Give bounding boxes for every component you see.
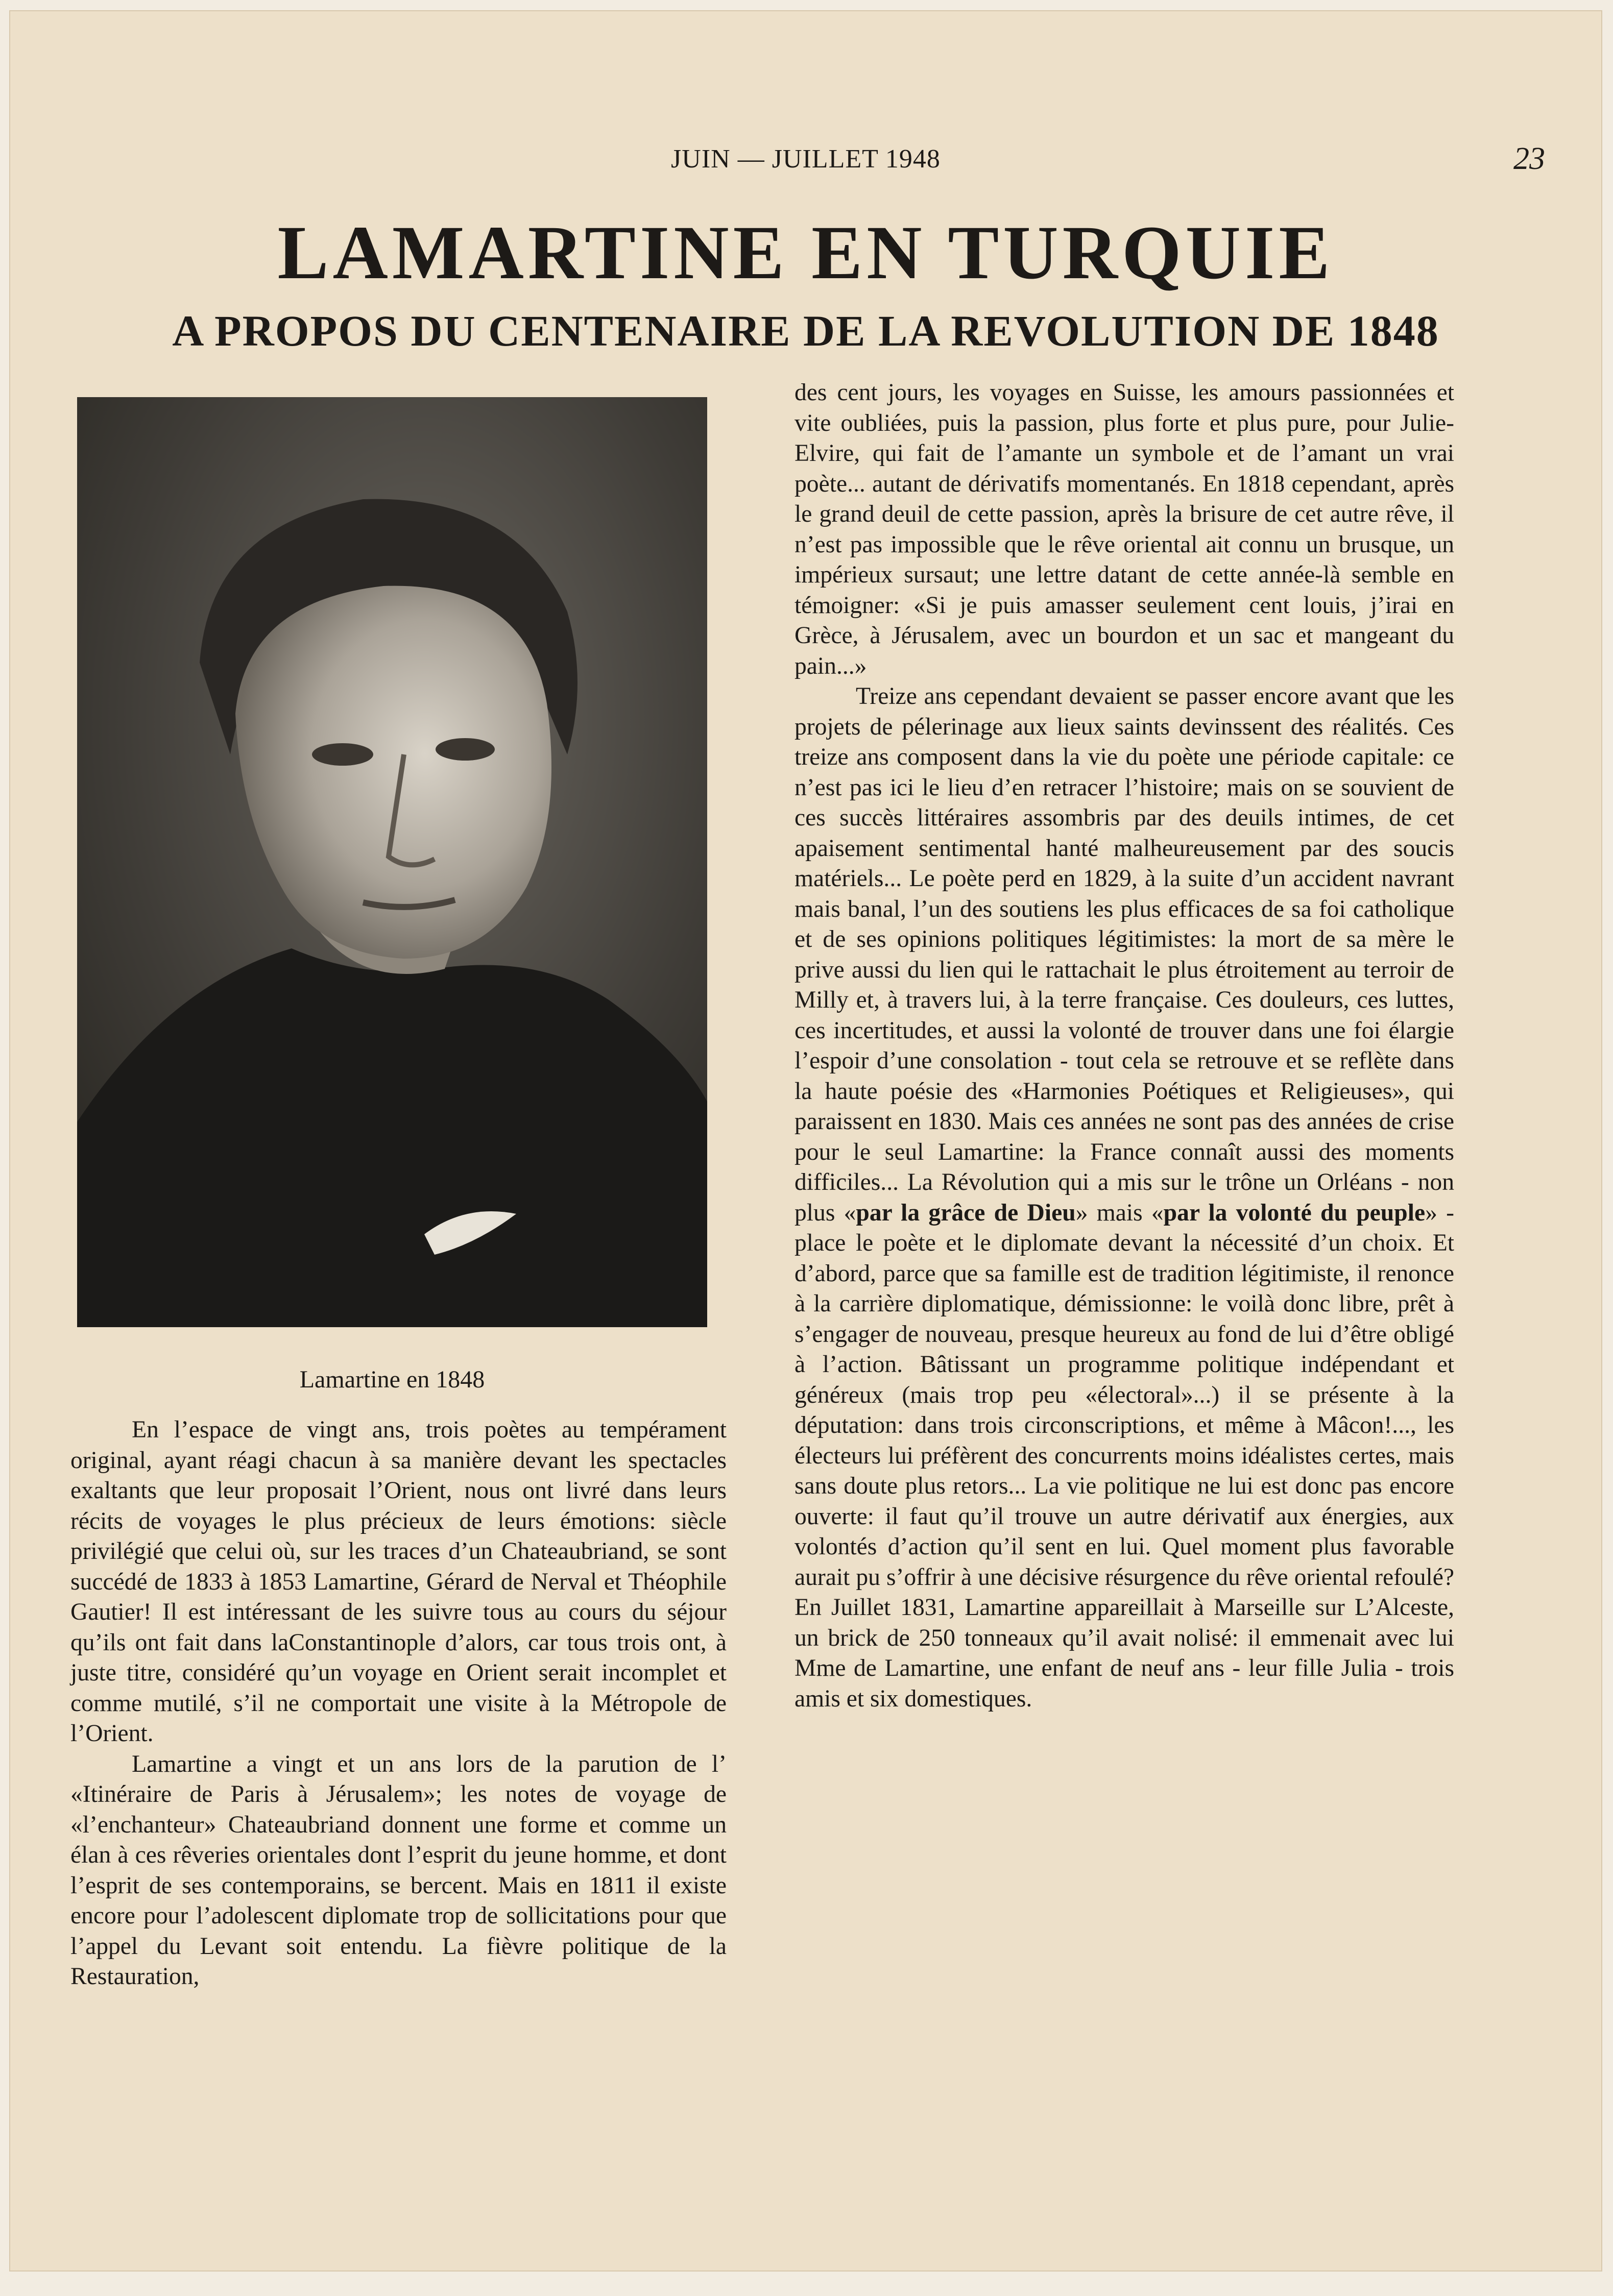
text-run: Treize ans cependant devaient se passer encore avant que les projets de pélerinage aux lieux saints devinssent des réalités. Ces treize ans composent dans la vie du poète une période capitale: ce n’est pas ici le lieu d’en retracer l’histoire; mais on se souvient de ces succès littéraires assombris par des deuils intimes, de cet apaisement sentimental hanté malheureusement par des soucis matériels... Le poète perd en 1829, à la suite d’un accident navrant mais banal, l’un des soutiens les plus efficaces de sa foi catholique et de ses opinions politiques légitimistes: la mort de sa mère le prive aussi du lien qui le rattachait le plus étroitement au terroir de Milly et, à travers lui, à la terre française. Ces douleurs, ces luttes, ces incertitudes, et aussi la volonté de trouver dans une foi élargie l’espoir d’une consolation - tout cela se retrouve et se reflète dans la haute poésie des «Harmonies Poétiques et Religieuses», qui paraissent en 1830. Mais ces années ne sont pas des années de crise pour le seul Lamartine: la France connaît aussi des moments difficiles... La Révolution qui a mis sur le trône un Orléans - non plus « [795,683,1454,1226]
paragraph: En l’espace de vingt ans, trois poètes au tempérament original, ayant réagi chacun à sa manière devant les spectacles exaltants que leur proposait l’Orient, nous ont livré dans leurs récits de voyages le plus précieux de leurs émotions: siècle privilégié que celui où, sur les traces d’un Chateaubriand, se sont succédé de 1833 à 1853 Lamartine, Gérard de Nerval et Théophile Gautier! Il est intéressant de les suivre tous au cours du séjour qu’ils ont fait dans laConstantinople d’alors, car tous trois ont, à juste titre, considéré qu’un voyage en Orient serait incomplet et comme mutilé, s’il ne comportait une visite à la Métropole de l’Orient. [70,1416,727,1747]
text-run: » mais « [1075,1199,1164,1226]
lamartine-portrait-image [77,397,707,1327]
page-number: 23 [1513,141,1545,176]
emphasis-text: par la volonté du peuple [1163,1199,1426,1226]
left-column [70,1415,727,1992]
article-title: LAMARTINE EN TURQUIE [277,210,1334,295]
image-caption: Lamartine en 1848 [299,1366,485,1393]
portrait-illustration [77,397,707,1327]
running-head-date: JUIN — JUILLET 1948 [671,144,941,174]
paragraph: Lamartine a vingt et un ans lors de la parution de l’ «Itinéraire de Paris à Jérusalem»; les notes de voyage de «l’enchanteur» Chateaubriand donnent une forme et comme un élan à ces rêveries orientales dont l’esprit du jeune homme, et dont l’esprit de ses contemporains, se bercent. Mais en 1811 il existe encore pour l’adolescent diplomate trop de sollicitations pour que l’appel du Levant soit entendu. La fièvre politique de la Restauration, [70,1750,727,1990]
article-subtitle: A PROPOS DU CENTENAIRE DE LA REVOLUTION DE 1848 [172,306,1439,355]
paragraph [795,681,1454,1714]
magazine-page [9,10,1602,2271]
emphasis-text: par la grâce de Dieu [856,1199,1076,1226]
right-column [795,378,1454,1714]
text-run: » - place le poète et le diplomate devant la nécessité d’un choix. Et d’abord, parce que sa famille est de tradition légitimiste, il renonce à la carrière diplomatique, démissionne: le voilà donc libre, prêt à s’engager de nouveau, presque heureux au fond de lui d’être obligé à l’action. Bâtissant un programme politique indépendant et généreux (mais trop peu «électoral»...) il se présente à la députation: dans trois circonscriptions, et même à Mâcon!..., les électeurs lui préfèrent des concurrents moins idéalistes certes, mais sans doute plus retors... La vie politique ne lui est donc pas encore ouverte: il faut qu’il trouve un autre dérivatif aux énergies, aux volontés d’action qu’il sent en lui. Quel moment plus favorable aurait pu s’offrir à une décisive résurgence du rêve oriental refoulé? En Juillet 1831, Lamartine appareillait à Marseille sur L’Alceste, un brick de 250 tonneaux qu’il avait nolisé: il emmenait avec lui Mme de Lamartine, une enfant de neuf ans - leur fille Julia - trois amis et six domestiques. [795,1199,1454,1712]
paragraph: des cent jours, les voyages en Suisse, les amours passionnées et vite oubliées, puis la passion, plus forte et plus pure, pour Julie-Elvire, qui fait de l’amante un symbole et de l’amant un vrai poète... autant de dérivatifs momentanés. En 1818 cependant, après le grand deuil de cette passion, après la brisure de cet autre rêve, il n’est pas impossible que le rêve oriental ait connu un brusque, un impérieux sursaut; une lettre datant de cette année-là semble en témoigner: «Si je puis amasser seulement cent louis, j’irai en Grèce, à Jérusalem, avec un bourdon et un sac et mangeant du pain...» [795,379,1454,679]
